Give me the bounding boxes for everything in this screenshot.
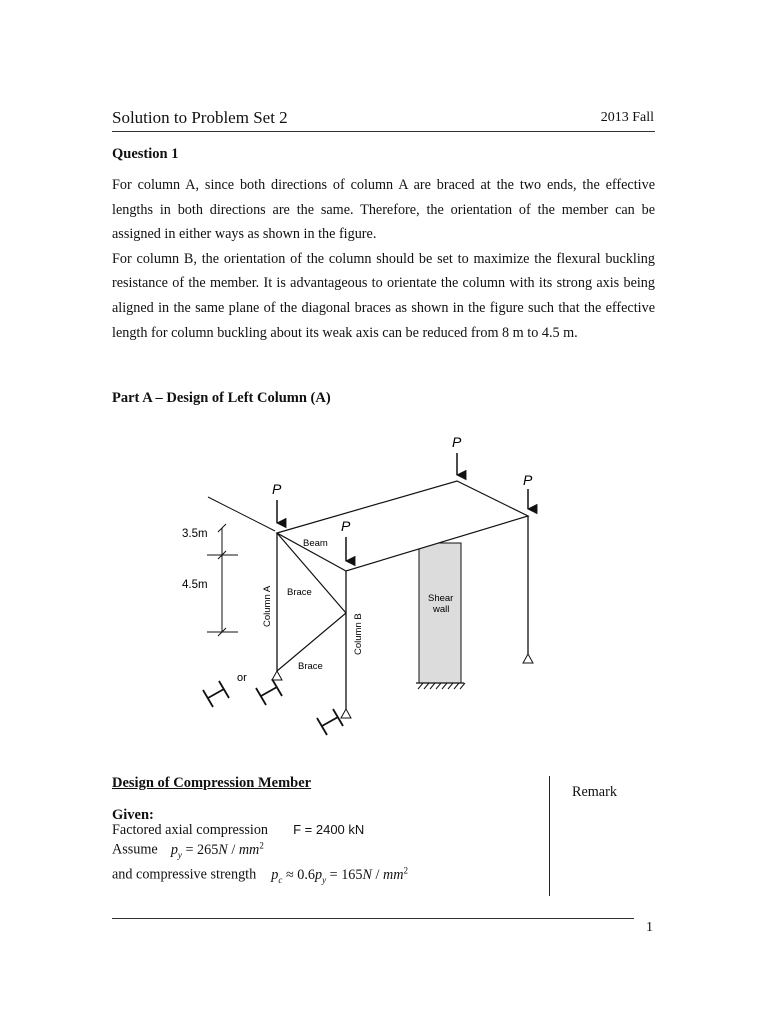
h-section-b bbox=[317, 709, 343, 735]
assume-line bbox=[112, 840, 264, 860]
support-b bbox=[341, 709, 351, 718]
header-divider bbox=[112, 131, 655, 132]
assume-expression: $p_y = 265N / mm^2$ bbox=[170, 840, 264, 860]
shear-wall-hatch bbox=[418, 683, 465, 689]
load-label-top: P bbox=[452, 434, 462, 450]
term-label: 2013 Fall bbox=[600, 110, 654, 125]
load-label-b: P bbox=[341, 518, 351, 534]
shear-wall-label-1: Shear bbox=[428, 593, 454, 604]
load-label-a: P bbox=[272, 481, 282, 497]
compressive-label: and compressive strength bbox=[112, 866, 257, 883]
frame-figure bbox=[150, 425, 550, 745]
dim-ext-top bbox=[208, 497, 275, 531]
load-label-right: P bbox=[523, 472, 533, 488]
dim-label-bottom: 4.5m bbox=[182, 579, 208, 591]
question-heading: Question 1 bbox=[112, 146, 179, 162]
compressive-expression: $p_c \approx 0.6p_y = 165N / mm^2$ bbox=[271, 865, 409, 885]
given-heading: Given: bbox=[112, 807, 154, 823]
question-body bbox=[112, 173, 655, 345]
footer-divider bbox=[112, 918, 634, 919]
column-b-label: Column B bbox=[353, 613, 364, 655]
page-number: 1 bbox=[646, 920, 653, 935]
roof-slab bbox=[277, 481, 528, 571]
axial-value: F = 2400 kN bbox=[293, 822, 365, 837]
shear-wall-label-2: wall bbox=[433, 604, 450, 615]
axial-compression-line bbox=[112, 822, 364, 839]
axial-label: Factored axial compression bbox=[112, 822, 269, 838]
h-section-a-option2 bbox=[256, 679, 282, 705]
brace-lower-label: Brace bbox=[298, 661, 323, 672]
part-heading: Part A – Design of Left Column (A) bbox=[112, 390, 331, 406]
h-section-a-option1 bbox=[203, 681, 229, 707]
paragraph-column-a: For column A, since both directions of column A are braced at the two ends, the effective lengths in both directions are the same. Therefore, the orientation of the member can be assigned in either ways as shown in the figure. bbox=[112, 177, 655, 243]
document-title: Solution to Problem Set 2 bbox=[112, 108, 288, 127]
brace-upper-label: Brace bbox=[287, 587, 312, 598]
or-label: or bbox=[237, 672, 247, 684]
design-section-title: Design of Compression Member bbox=[112, 775, 312, 791]
column-a-label: Column A bbox=[262, 585, 273, 627]
assume-label: Assume bbox=[112, 841, 158, 858]
paragraph-column-b: For column B, the orientation of the column should be set to maximize the flexural buckling resistance of the member. It is advantageous to orientate the column with its strong axis being aligned in the same plane of the diagonal braces as shown in the figure such that the effective length for column buckling about its weak axis can be reduced from 8 m to 4.5 m. bbox=[112, 250, 655, 341]
support-a bbox=[272, 671, 282, 680]
dim-label-top: 3.5m bbox=[182, 528, 208, 540]
support-right bbox=[523, 654, 533, 663]
remark-column-divider bbox=[549, 776, 550, 896]
compressive-line bbox=[112, 865, 408, 885]
remark-label: Remark bbox=[572, 784, 617, 800]
beam-label: Beam bbox=[303, 538, 328, 549]
